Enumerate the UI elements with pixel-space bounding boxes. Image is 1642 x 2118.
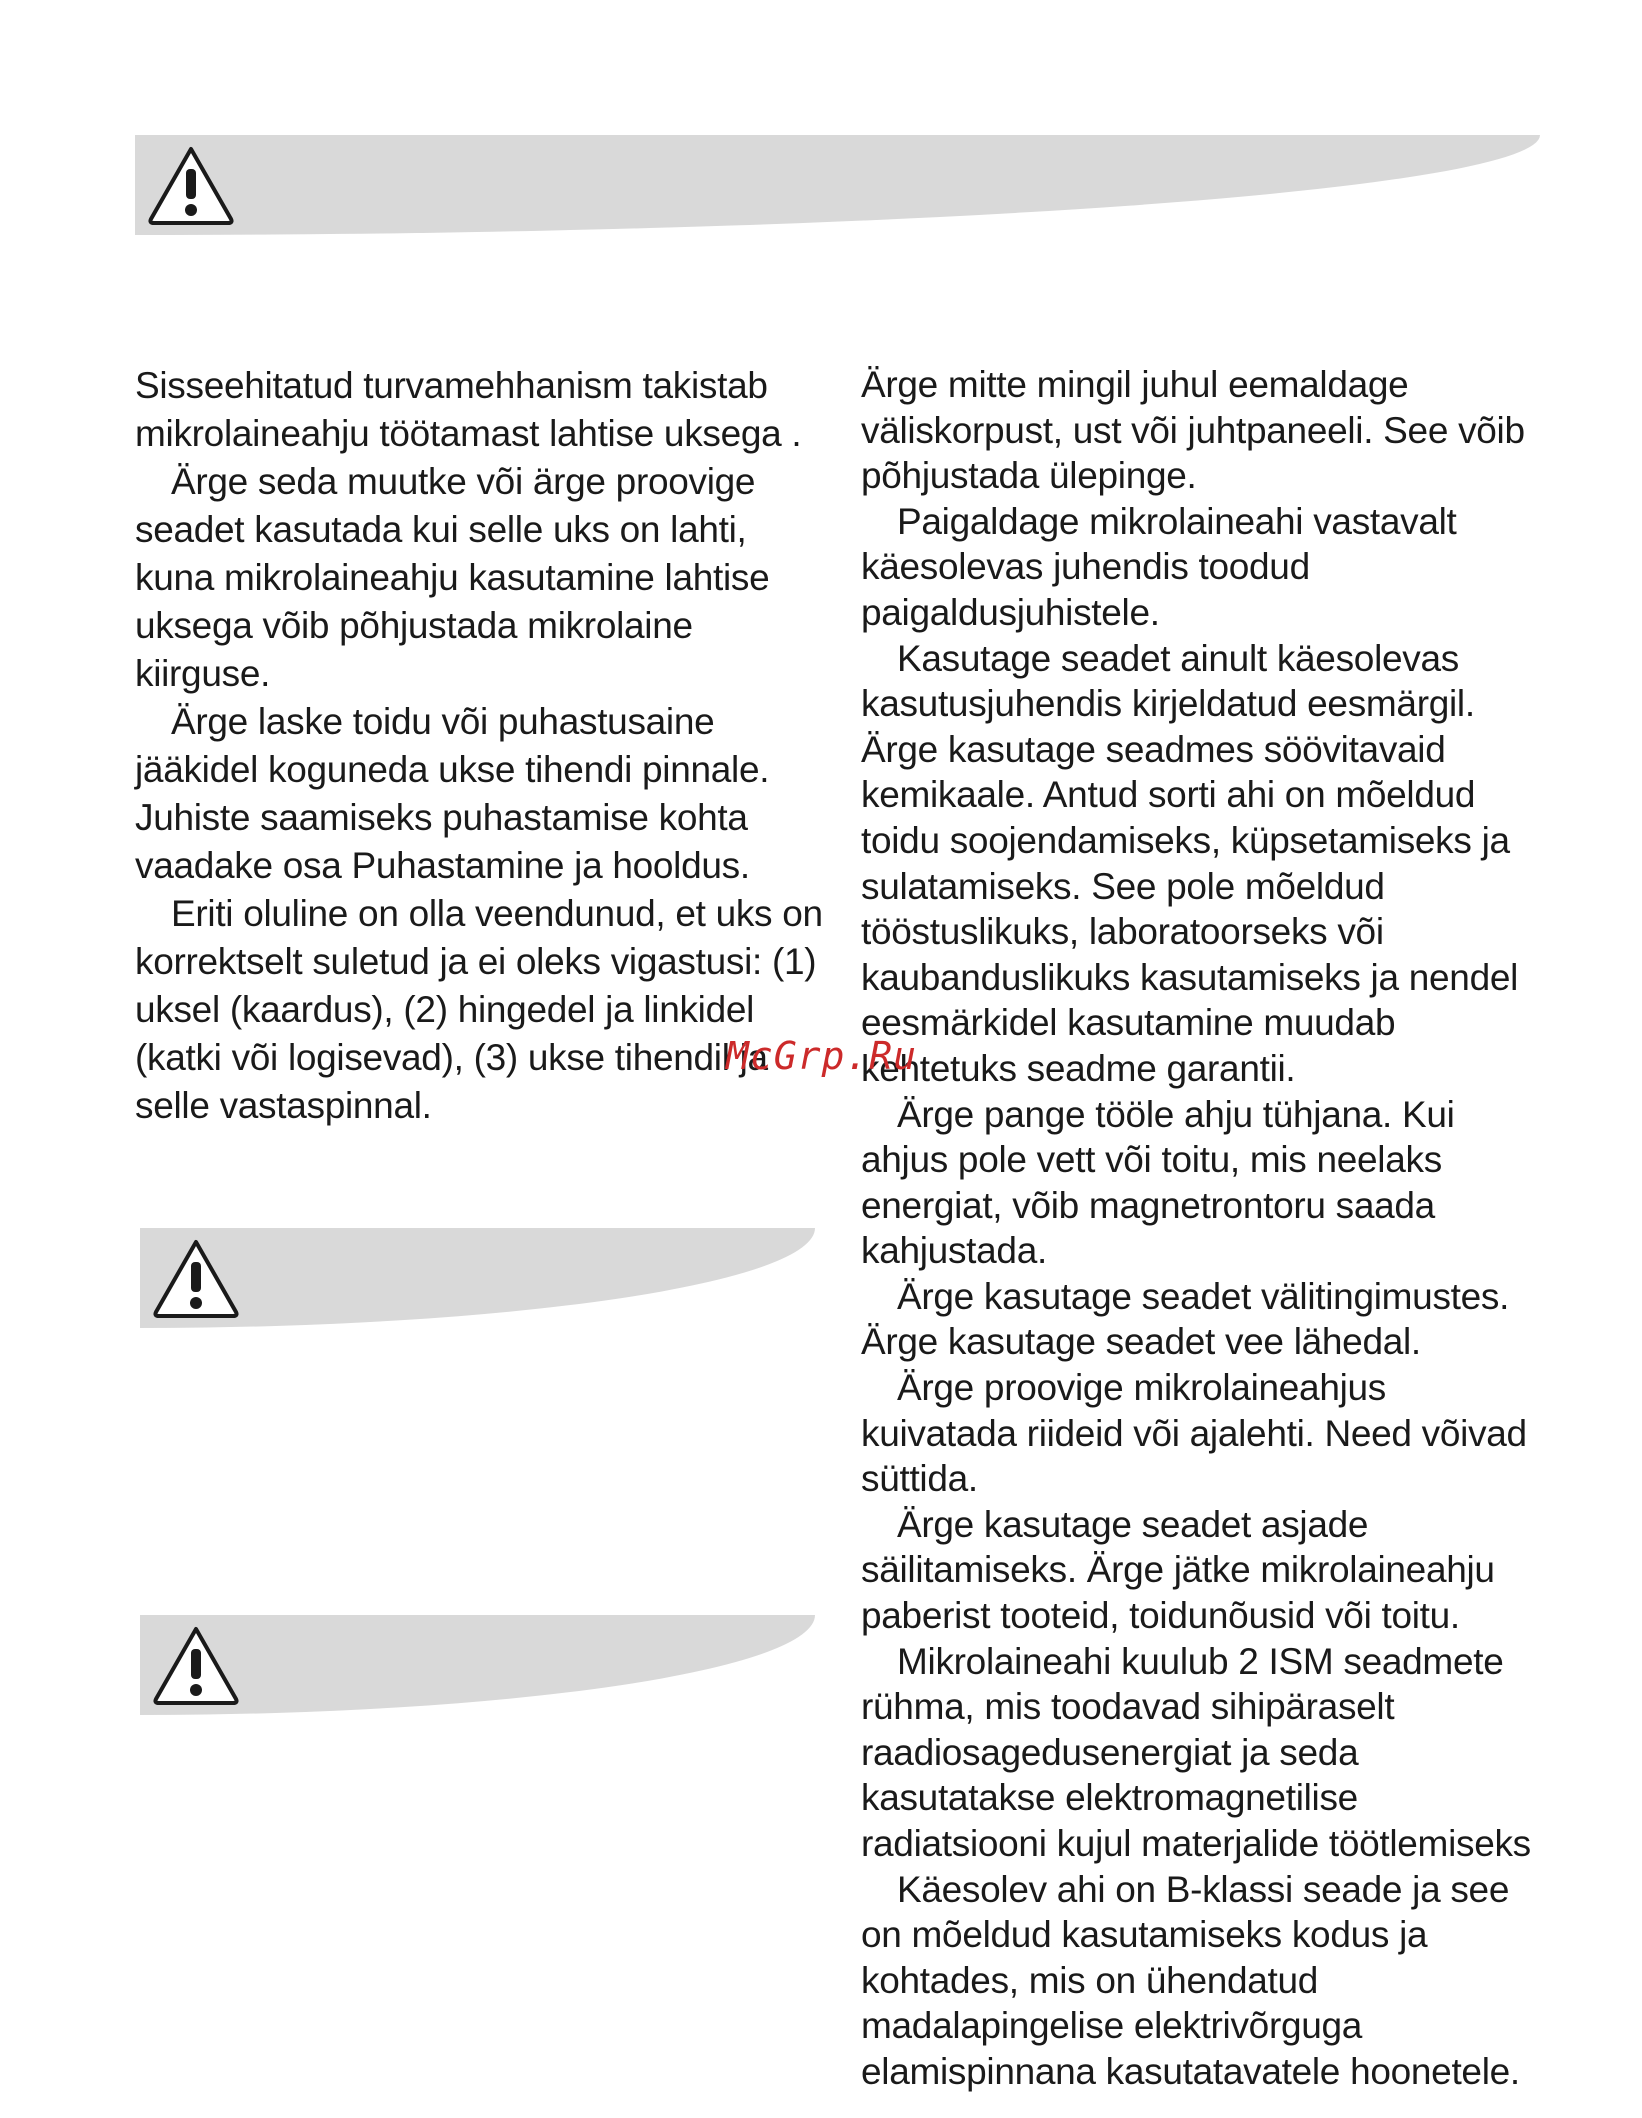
- warning-banner-lower: [140, 1615, 815, 1715]
- paragraph: Sisseehitatud turvamehhanism takistab mikrolaineahju töötamast lahtise uksega .: [135, 365, 802, 454]
- warning-triangle-icon: [150, 1236, 242, 1320]
- right-text-column: [861, 362, 1551, 2095]
- paragraph: Ärge pange tööle ahju tühjana. Kui ahjus pole vett või toitu, mis neelaks energiat, võib magnetrontoru saada kahjustada.: [861, 1093, 1455, 1272]
- warning-triangle-icon: [145, 143, 237, 227]
- paragraph: Kasutage seadet ainult käesolevas kasutusjuhendis kirjeldatud eesmärgil. Ärge kasutage seadmes söövitavaid kemikaale. Antud sorti ahi on mõeldud toidu soojendamiseks, küpsetamiseks ja sulatamiseks. See pole mõeldud tööstuslikuks, laboratoorseks või kaubanduslikuks kasutamiseks ja nendel eesmärkidel kasutamine muudab kehtetuks seadme garantii.: [861, 637, 1519, 1089]
- paragraph: Ärge seda muutke või ärge proovige seadet kasutada kui selle uks on lahti, kuna mikrolaineahju kasutamine lahtise uksega võib põhjustada mikrolaine kiirguse.: [135, 461, 770, 694]
- warning-banner-top: [135, 135, 1540, 235]
- paragraph: Mikrolaineahi kuulub 2 ISM seadmete rühma, mis toodavad sihipäraselt raadiosagedusenergiat ja seda kasutatakse elektromagnetilise radiatsiooni kujul materjalide töötlemiseks: [861, 1640, 1531, 1864]
- warning-banner-middle: [140, 1228, 815, 1328]
- paragraph: Eriti oluline on olla veendunud, et uks on korrektselt suletud ja ei oleks vigastusi: (1) uksel (kaardus), (2) hingedel ja linkidel (katki või logisevad), (3) ukse tihendil ja selle vastaspinnal.: [135, 893, 823, 1126]
- paragraph: Paigaldage mikrolaineahi vastavalt käesolevas juhendis toodud paigaldusjuhistele.: [861, 500, 1457, 633]
- paragraph: Käesolev ahi on B-klassi seade ja see on mõeldud kasutamiseks kodus ja kohtades, mis on ühendatud madalapingelise elektrivõrguga elamispinnana kasutatavatele hoonetele.: [861, 1868, 1520, 2092]
- paragraph: Ärge kasutage seadet asjade säilitamiseks. Ärge jätke mikrolaineahju paberist tooteid, toidunõusid või toitu.: [861, 1503, 1495, 1637]
- paragraph: Ärge kasutage seadet välitingimustes. Ärge kasutage seadet vee lähedal.: [861, 1275, 1510, 1363]
- watermark: McGrp.Ru: [726, 1034, 918, 1078]
- paragraph: Ärge laske toidu või puhastusaine jääkidel koguneda ukse tihendi pinnale. Juhiste saamiseks puhastamise kohta vaadake osa Puhastamine ja hooldus.: [135, 701, 770, 886]
- paragraph: Ärge proovige mikrolaineahjus kuivatada riideid või ajalehti. Need võivad süttida.: [861, 1367, 1527, 1500]
- paragraph: Ärge mitte mingil juhul eemaldage väliskorpust, ust või juhtpaneeli. See võib põhjustada ülepinge.: [861, 364, 1525, 497]
- left-text-column: [135, 362, 825, 1130]
- warning-triangle-icon: [150, 1623, 242, 1707]
